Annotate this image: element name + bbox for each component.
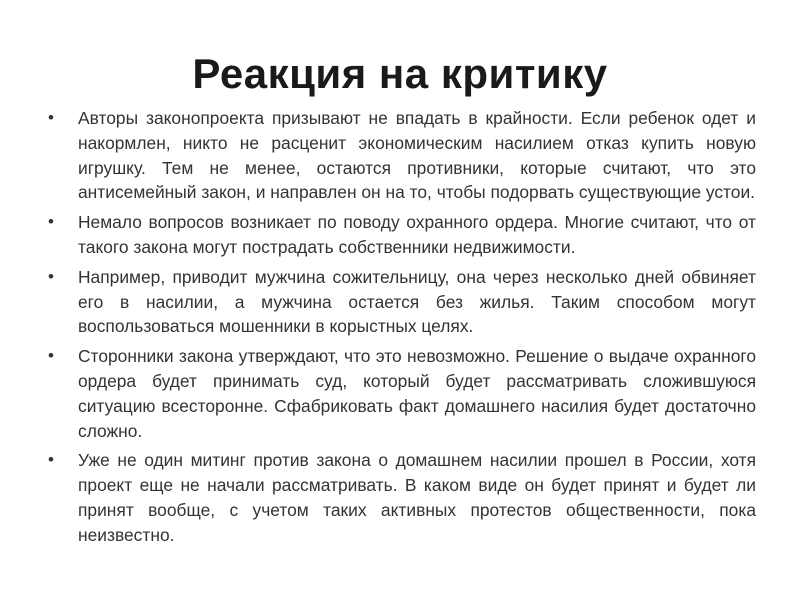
bullet-dot-icon: • bbox=[48, 450, 54, 470]
bullet-text: Авторы законопроекта призывают не впадать в крайности. Если ребенок одет и накормлен, никто не расценит экономическим насилием отказ купить новую игрушку. Тем не менее, остаются противники, которые считают, что это антисемейный закон, и направлен он на то, чтобы подорвать существующие устои. bbox=[78, 108, 756, 203]
bullet-item bbox=[46, 344, 756, 443]
bullet-text: Например, приводит мужчина сожительницу, она через несколько дней обвиняет его в насилии, а мужчина остается без жилья. Таким способом могут воспользоваться мошенники в корыстных целях. bbox=[78, 266, 756, 337]
bullet-text: Немало вопросов возникает по поводу охранного ордера. Многие считают, что от такого закона могут пострадать собственники недвижимости. bbox=[78, 212, 756, 257]
bullet-dot-icon: • bbox=[48, 108, 54, 127]
bullet-dot-icon: • bbox=[48, 266, 54, 286]
bullet-text: Уже не один митинг против закона о домашнем насилии прошел в России, хотя проект еще не начали рассматривать. В каком виде он будет принят и будет ли принят вообще, с учетом таких активных протестов общественности, пока неизвестно. bbox=[78, 450, 756, 545]
bullet-item bbox=[46, 265, 756, 339]
bullet-text: Сторонники закона утверждают, что это невозможно. Решение о выдаче охранного ордера будет принимать суд, который будет рассматривать сложившуюся ситуацию всесторонне. Сфабриковать факт домашнего насилия будет достаточно сложно. bbox=[78, 346, 756, 441]
bullet-item bbox=[46, 448, 756, 547]
bullet-dot-icon: • bbox=[48, 212, 54, 232]
bullet-item bbox=[46, 210, 756, 260]
bullet-list bbox=[46, 106, 756, 553]
slide-title: Реакция на критику bbox=[192, 50, 608, 97]
bullet-item bbox=[46, 106, 756, 205]
bullet-dot-icon: • bbox=[48, 346, 54, 366]
